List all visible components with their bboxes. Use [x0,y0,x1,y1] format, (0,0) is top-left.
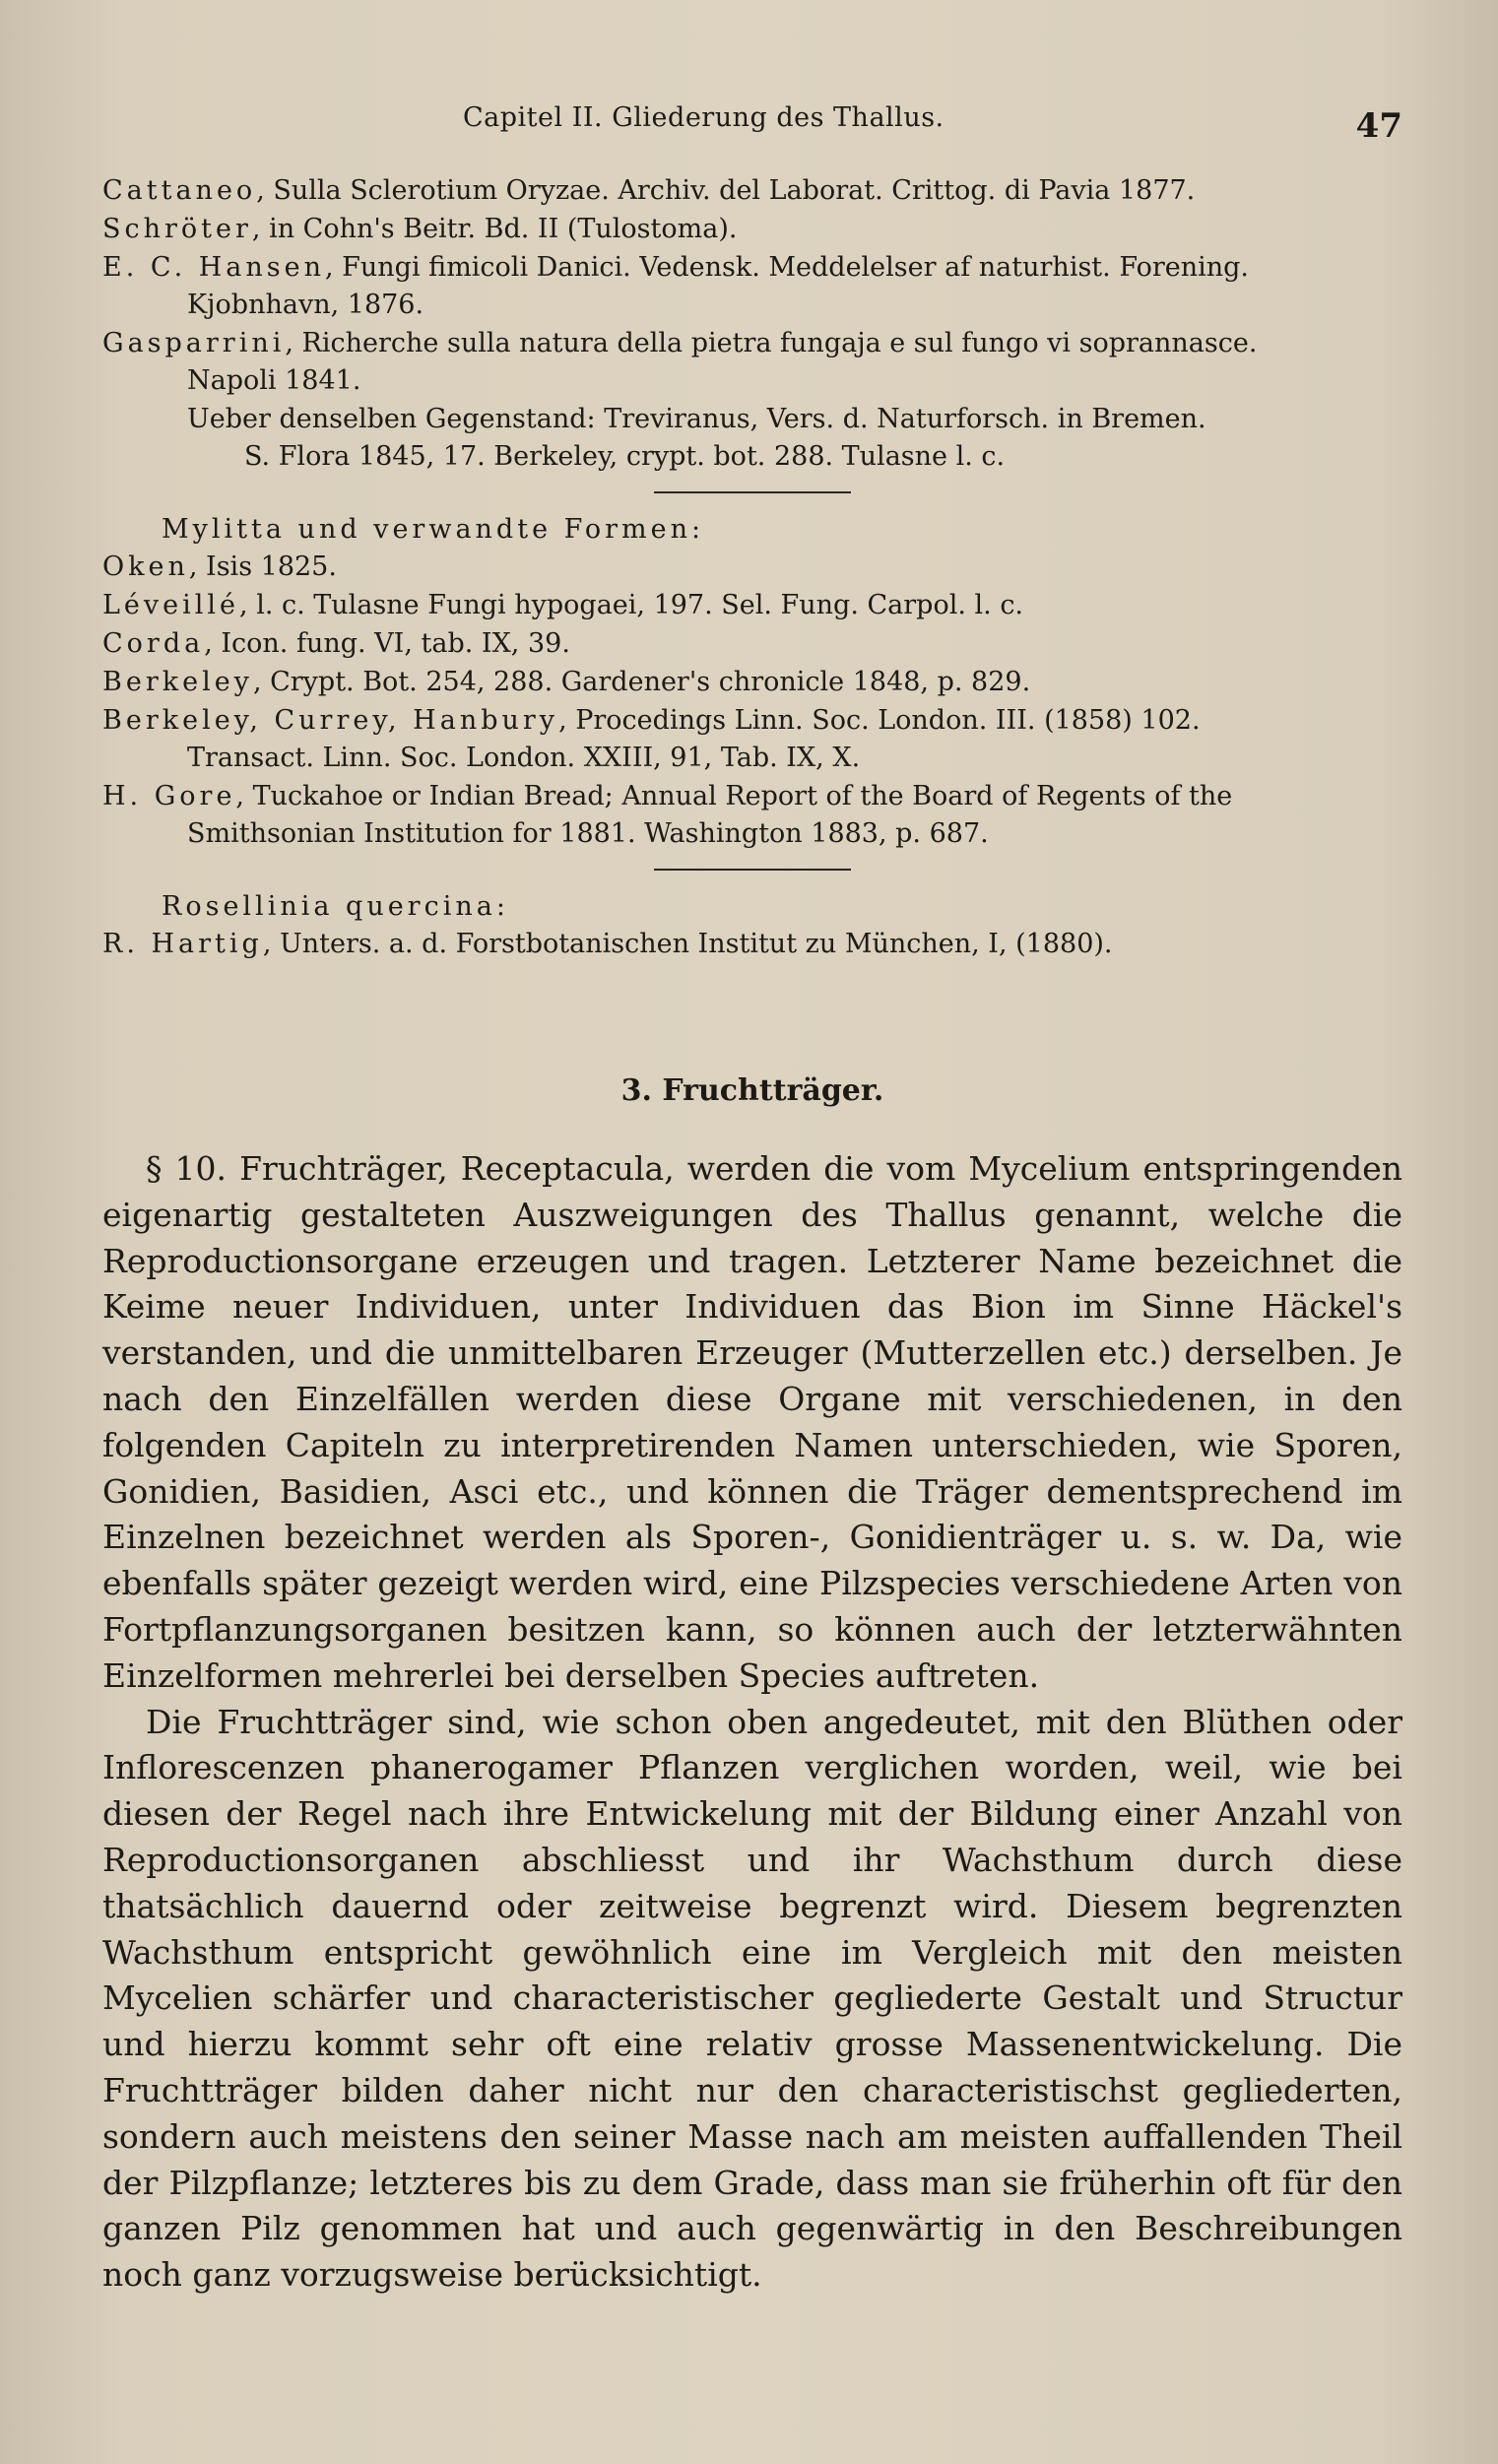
reference-author: Corda [102,628,205,659]
reference-text: , Icon. fung. VI, tab. IX, 39. [204,628,570,659]
group-heading [102,511,1402,549]
reference-text: , Crypt. Bot. 254, 288. Gardener's chronicle 1848, p. 829. [252,667,1031,697]
reference-continuation: Kjobnhavn, 1876. [187,290,424,320]
reference-author: H. Gore [102,781,236,811]
reference-text: , l. c. Tulasne Fungi hypogaei, 197. Sel. Fung. Carpol. l. c. [239,590,1024,620]
paragraph: § 10. Fruchträger, Receptacula, werden die vom Mycelium entspringenden eigenartig gestalteten Auszweigungen des Thallus genannt, welche die Reproductionsorgane erzeugen und tragen. Letzterer Name bezeichnet die Keime neuer Individuen, unter Individuen das Bion im Sinne Häckel's verstanden, und die unmittelbaren Erzeuger (Mutterzellen etc.) derselben. Je nach den Einzelfällen werden diese Organe mit verschiedenen, in den folgenden Capiteln zu interpretirenden Namen unterschieden, wie Sporen, Gonidien, Basidien, Asci etc., und können die Träger dementsprechend im Einzelnen bezeichnet werden als Sporen-, Gonidienträger u. s. w. Da, wie ebenfalls später gezeigt werden wird, eine Pilzspecies verschiedene Arten von Fortpflanzungsorganen besitzen kann, so können auch der letzterwähnten Einzelformen mehrerlei bei derselben Species auftreten. [102,1149,1402,1695]
reference-entry [102,325,1402,400]
reference-entry [102,587,1402,624]
group-heading-text: Rosellinia quercina: [162,891,509,922]
reference-text: , Fungi fimicoli Danici. Vedensk. Meddelelser af naturhist. Forening. [325,252,1249,283]
reference-text: , Sulla Sclerotium Oryzae. Archiv. del Laborat. Crittog. di Pavia 1877. [256,175,1196,206]
reference-entry [102,664,1402,701]
reference-author: Berkeley [102,667,253,697]
reference-continuation: Napoli 1841. [187,365,361,396]
page-number: 47 [1355,106,1402,146]
reference-text: , Isis 1825. [188,551,337,582]
reference-text: , Tuckahoe or Indian Bread; Annual Report of the Board of Regents of the [235,781,1233,811]
body-text [102,1146,1402,2299]
reference-entry [102,926,1402,963]
reference-author: Cattaneo [102,175,257,206]
running-title: Capitel II. Gliederung des Thallus. [463,102,944,133]
reference-text: , in Cohn's Beitr. Bd. II (Tulostoma). [251,214,738,244]
reference-entry [102,401,1402,476]
reference-entry [102,778,1402,853]
reference-continuation: Smithsonian Institution for 1881. Washington 1883, p. 687. [187,818,989,849]
reference-entry [102,211,1402,248]
reference-entry [102,249,1402,324]
reference-author: Schröter [102,214,252,244]
reference-author: Oken [102,551,189,582]
section-heading: 3. Fruchtträger. [620,1073,884,1108]
reference-author: Berkeley, Currey, Hanbury [102,705,559,736]
reference-continuation: S. Flora 1845, 17. Berkeley, crypt. bot. 288. Tulasne l. c. [244,441,1006,472]
reference-author: R. Hartig [102,929,263,959]
reference-text: Ueber denselben Gegenstand: Treviranus, Vers. d. Naturforsch. in Bremen. [187,404,1206,434]
reference-text: , Procedings Linn. Soc. London. III. (1858) 102. [558,705,1201,736]
bibliography [102,172,1402,964]
separator-rule [654,869,851,871]
reference-entry [102,702,1402,777]
separator-rule [654,491,851,493]
reference-author: E. C. Hansen [102,252,325,283]
reference-author: Gasparrini [102,328,286,358]
reference-text: , Richerche sulla natura della pietra fungaja e sul fungo vi soprannasce. [285,328,1258,358]
reference-text: , Unters. a. d. Forstbotanischen Institut zu München, I, (1880). [262,929,1113,959]
reference-continuation: Transact. Linn. Soc. London. XXIII, 91, Tab. IX, X. [187,743,861,773]
page-header [102,98,1402,148]
reference-author: Léveillé [102,590,240,620]
group-heading [102,888,1402,926]
reference-entry [102,172,1402,210]
group-heading-text: Mylitta und verwandte Formen: [162,514,705,545]
reference-entry [102,549,1402,586]
reference-entry [102,625,1402,663]
paragraph: Die Fruchtträger sind, wie schon oben angedeutet, mit den Blüthen oder Inflorescenzen phanerogamer Pflanzen verglichen worden, weil, wie bei diesen der Regel nach ihre Entwickelung mit der Bildung einer Anzahl von Reproductionsorganen abschliesst und ihr Wachsthum durch diese thatsächlich dauernd oder zeitweise begrenzt wird. Diesem begrenzten Wachsthum entspricht gewöhnlich eine im Vergleich mit den meisten Mycelien schärfer und characteristischer gegliederte Gestalt und Structur und hierzu kommt sehr oft eine relativ grosse Massenentwickelung. Die Fruchtträger bilden daher nicht nur den characteristischst gegliederten, sondern auch meistens den seiner Masse nach am meisten auffallenden Theil der Pilzpflanze; letzteres bis zu dem Grade, dass man sie früherhin oft für den ganzen Pilz genommen hat und auch gegenwärtig in den Beschreibungen noch ganz vorzugsweise berücksichtigt. [102,1702,1402,2295]
